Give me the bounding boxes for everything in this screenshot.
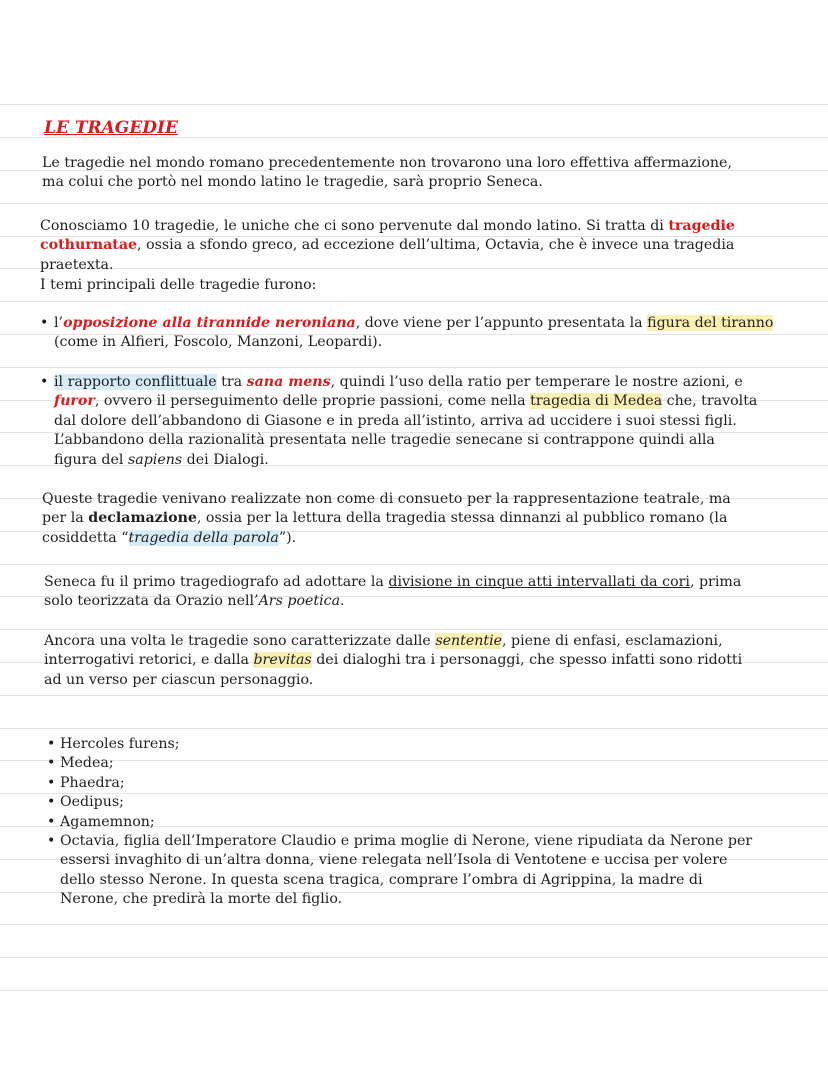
bullet-icon: • (40, 374, 49, 390)
intro-paragraph: Le tragedie nel mondo romano precedentemente non trovarono una loro effettiva affermazione, ma colui che portò nel mondo latino le tragedie, sarà proprio Seneca. (42, 155, 732, 191)
keyword-cothurnatae: tragedie cothurnatae (40, 218, 735, 254)
highlight-tragedia-parola: tragedia della parola (128, 529, 279, 546)
text-run: L’abbandono della razionalità presentata nelle tragedie senecane si contrappone quindi alla figura del (54, 432, 715, 468)
text-run: ”). (278, 529, 297, 546)
notebook-rule (0, 367, 828, 368)
declamation-paragraph (42, 490, 754, 548)
text-run: , ossia per la lettura della tragedia stessa dinnanzi al pubblico romano (la cosiddetta “ (42, 510, 728, 546)
keyword-sana-mens: sana mens (246, 374, 331, 390)
text-run: , prima solo teorizzata da Orazio nell’ (44, 574, 742, 610)
text-run: l’ (54, 315, 64, 331)
notebook-rule (0, 957, 828, 958)
notebook-rule (0, 104, 828, 105)
keyword-declamazione: declamazione (88, 510, 197, 527)
text-run: Queste tragedie venivano realizzate non come di consueto per la rappresentazione teatrale, ma per la (42, 491, 731, 527)
text-run: tra (216, 374, 247, 390)
text-run: , ovvero il perseguimento delle proprie passioni, come nella (94, 393, 531, 410)
term-sapiens: sapiens (127, 451, 183, 468)
text-run: dei Dialogi. (182, 451, 269, 468)
page-title: LE TRAGEDIE (44, 118, 178, 138)
theme-item-tyranny (54, 314, 784, 353)
tragedies-list (60, 735, 760, 910)
text-run: , piene di enfasi, esclamazioni, interrogativi retorici, e dalla (44, 633, 723, 669)
notebook-rule (0, 301, 828, 302)
highlight-conflict: il rapporto conflittuale (54, 374, 217, 390)
text-run: che, travolta dal dolore dell’abbandono di Giasone e in preda all’istinto, arriva ad uccidere i suoi stessi figli. (54, 393, 758, 429)
text-run: , ossia a sfondo greco, ad eccezione dell’ultima, Octavia, che è invece una tragedia praetexta. (40, 237, 735, 273)
tragedies-count-paragraph (40, 217, 785, 275)
highlight-tyrant-figure: figura del tiranno (647, 315, 774, 331)
notebook-rule (0, 564, 828, 565)
keyword-opposition: opposizione alla tirannide neroniana (63, 315, 356, 331)
notebook-rule (0, 924, 828, 925)
text-run: Seneca fu il primo tragediografo ad adottare la (44, 574, 389, 590)
highlight-brevitas: brevitas (253, 652, 312, 669)
list-item: • Oedipus; (60, 793, 760, 812)
list-item: • Agamemnon; (60, 813, 760, 832)
list-item: • Medea; (60, 754, 760, 773)
underline-five-acts: divisione in cinque atti intervallati da cori (388, 574, 690, 590)
themes-heading-paragraph: I temi principali delle tragedie furono: (40, 277, 317, 293)
sententie-paragraph (44, 632, 744, 690)
text-run: Conosciamo 10 tragedie, le uniche che ci sono pervenute dal mondo latino. Si tratta di (40, 218, 669, 234)
keyword-furor: furor (54, 393, 95, 410)
text-run: , quindi l’uso della ratio per temperare le nostre azioni, e (330, 374, 743, 390)
theme-item-conflict (54, 373, 759, 470)
notebook-rule (0, 728, 828, 729)
highlight-medea: tragedia di Medea (530, 393, 663, 410)
text-run: . (340, 593, 345, 610)
notebook-rule (0, 695, 828, 696)
bullet-icon: • (40, 315, 49, 331)
notebook-rule (0, 990, 828, 991)
list-item: • Phaedra; (60, 774, 760, 793)
text-run: Ancora una volta le tragedie sono caratterizzate dalle (44, 633, 436, 649)
text-run: (come in Alfieri, Foscolo, Manzoni, Leopardi). (54, 334, 383, 351)
five-acts-paragraph (44, 573, 754, 612)
notebook-rule (0, 629, 828, 630)
term-ars-poetica: Ars poetica (258, 593, 341, 610)
highlight-sententie: sententie (435, 633, 503, 649)
list-item: • Octavia, figlia dell’Imperatore Claudio e prima moglie di Nerone, viene ripudiata da Nerone per essersi invaghito di un’altra donna, viene relegata nell’Isola di Ventotene e uccisa per volere dello stesso Nerone. In questa scena tragica, comprare l’ombra di Agrippina, la madre di Nerone, che predirà la morte del figlio. (60, 832, 760, 910)
text-run: , dove viene per l’appunto presentata la (355, 315, 648, 331)
list-item: • Hercoles furens; (60, 735, 760, 754)
notebook-rule (0, 203, 828, 204)
text-run: dei dialoghi tra i personaggi, che spesso infatti sono ridotti ad un verso per ciascun personaggio. (44, 652, 743, 688)
